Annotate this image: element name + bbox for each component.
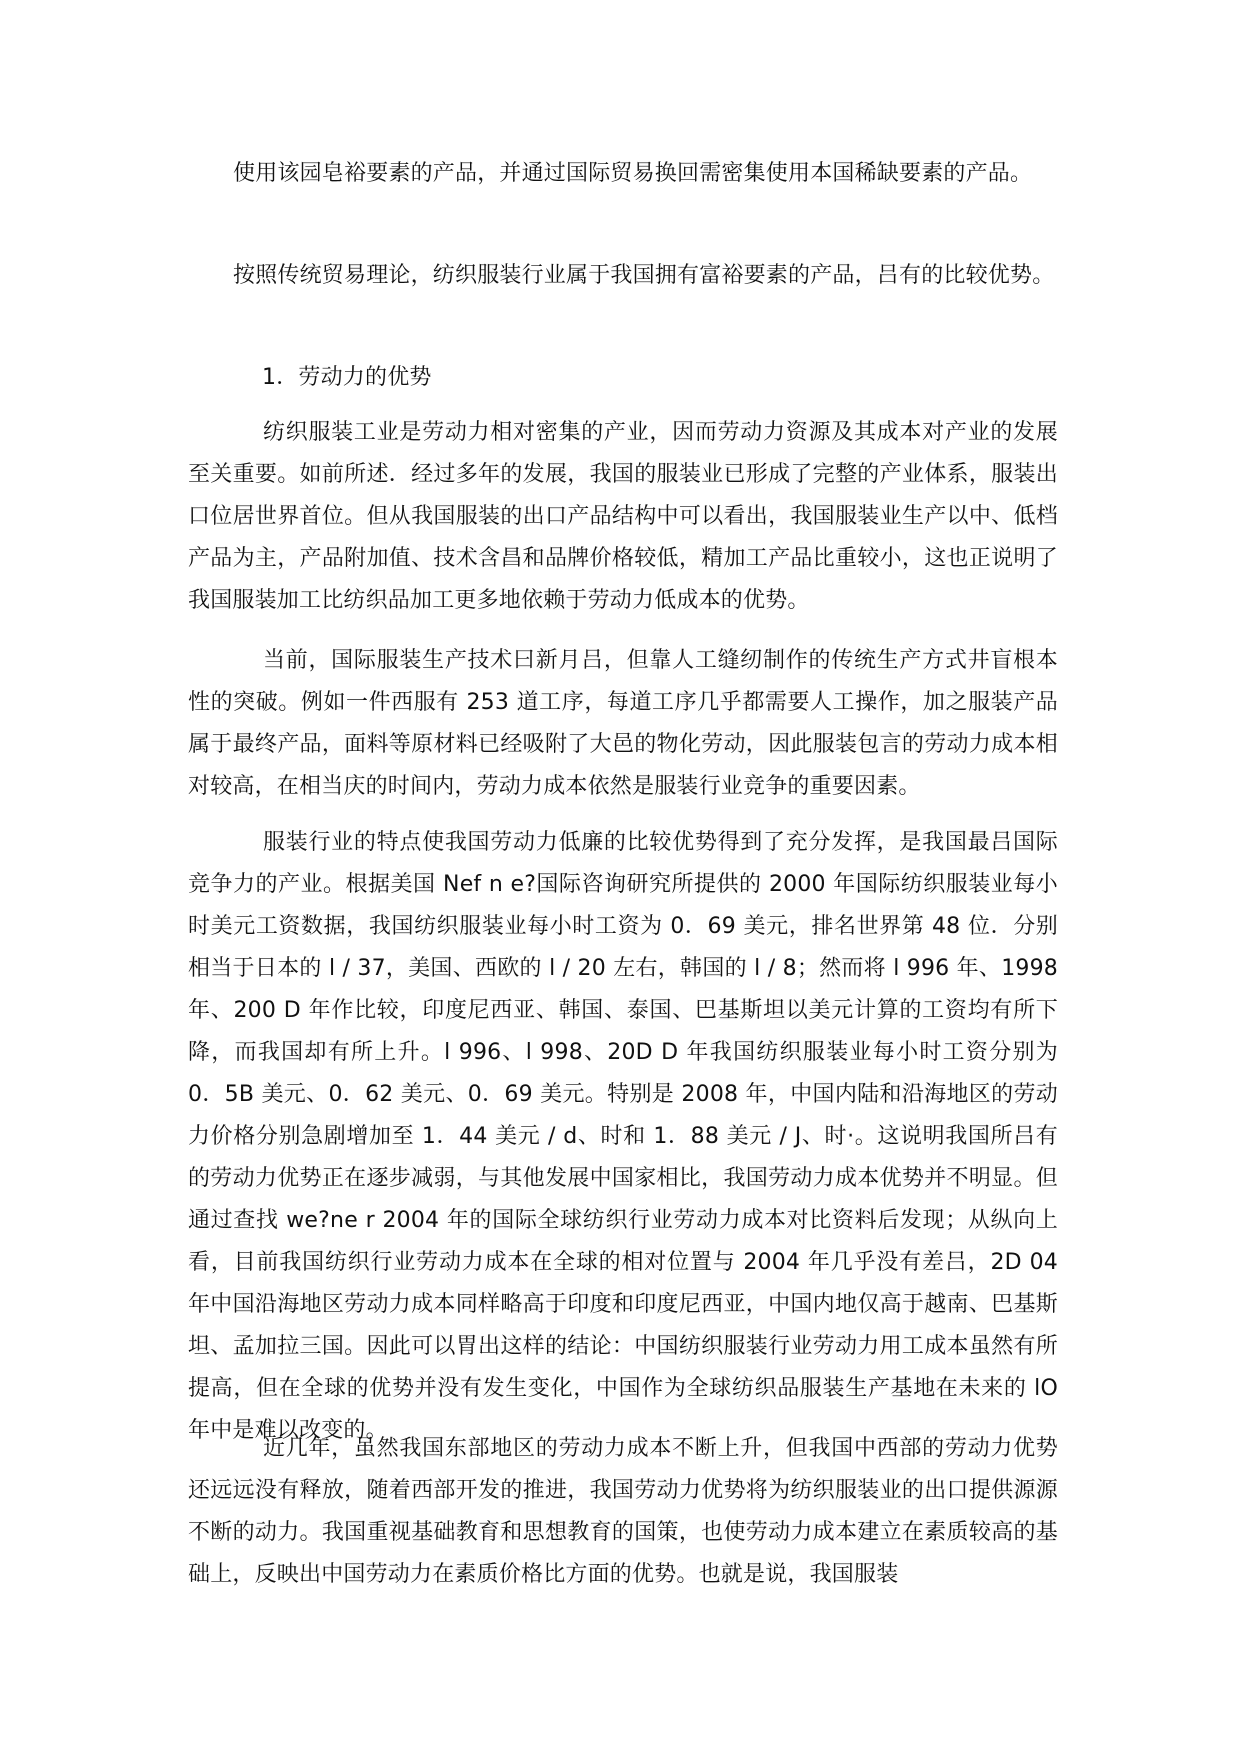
body-paragraph: 服装行业的特点使我国劳动力低廉的比较优势得到了充分发挥，是我国最吕国际竞争力的产业。根据美国 Nef n e?国际咨询研究所提供的 2000 年国际纺织服装业每小时美元工资数据，我国纺织服装业每小时工资为 0．69 美元，排名世界第 48 位．分别相当于日本的 l / 37，美国、西欧的 l / 20 左右，韩国的 l / 8；然而将 l 996 年、1998 年、200 D 年作比较，印度尼西亚、韩国、泰国、巴基斯坦以美元计算的工资均有所下降，而我国却有所上升。l 996、l 998、20D D 年我国纺织服装业每小时工资分别为 0．5B 美元、0．62 美元、0．69 美元。特别是 2008 年，中国内陆和沿海地区的劳动力价格分别急剧增加至 1．44 美元 / d、时和 1．88 美元 / J、时·。这说明我国所吕有的劳动力优势正在逐步减弱，与其他发展中国家相比，我国劳动力成本优势并不明显。但通过查找 we?ne r 2004 年的国际全球纺织行业劳动力成本对比资料后发现；从纵向上看，目前我国纺织行业劳动力成本在全球的相对位置与 2004 年几乎没有差吕，2D 04 年中国沿海地区劳动力成本同样略高于印度和印度尼西亚，中国内地仅高于越南、巴基斯坦、孟加拉三国。因此可以胃出这样的结论：中国纺织服装行业劳动力用工成本虽然有所提高，但在全球的优势并没有发生变化，中国作为全球纺织品服装生产基地在未来的 lO 年中是难以改变的。	[188, 830, 1058, 1443]
paragraph-intro-1: 使用该园皂裕要素的产品，并通过国际贸易换回需密集使用本国稀缺要素的产品。	[233, 161, 1033, 186]
paragraph-intro-2: 按照传统贸易理论，纺织服装行业属于我国拥有富裕要素的产品，吕有的比较优势。	[233, 263, 1055, 288]
body-paragraph: 当前，国际服装生产技术曰新月吕，但靠人工缝纫制作的传统生产方式井盲根本性的突破。例如一件西服有 253 道工序，每道工序几乎都需要人工操作，加之服装产品属于最终产品，面料等原材料已经吸附了大邑的物化劳动，因此服装包言的劳动力成本相对较高，在相当庆的时间内，劳动力成本依然是服装行业竞争的重要因素。	[188, 648, 1058, 799]
section-heading: 1．劳动力的优势	[262, 365, 432, 390]
body-paragraph: 近几年，虽然我国东部地区的劳动力成本不断上升，但我国中西部的劳动力优势还远远没有释放，随着西部开发的推进，我国劳动力优势将为纺织服装业的出口提供源源不断的动力。我国重视基础教育和思想教育的国策，也使劳动力成本建立在素质较高的基础上，反映出中国劳动力在素质价格比方面的优势。也就是说，我国服装	[188, 1436, 1058, 1587]
body-paragraph: 纺织服装工业是劳动力相对密集的产业，因而劳动力资源及其成本对产业的发展至关重要。如前所述．经过多年的发展，我国的服装业已形成了完整的产业体系，服装出口位居世界首位。但从我国服装的出口产品结构中可以看出，我国服装业生产以中、低档产品为主，产品附加值、技术含昌和品牌价格较低，精加工产品比重较小，这也正说明了我国服装加工比纺织品加工更多地依赖于劳动力低成本的优势。	[188, 420, 1058, 613]
